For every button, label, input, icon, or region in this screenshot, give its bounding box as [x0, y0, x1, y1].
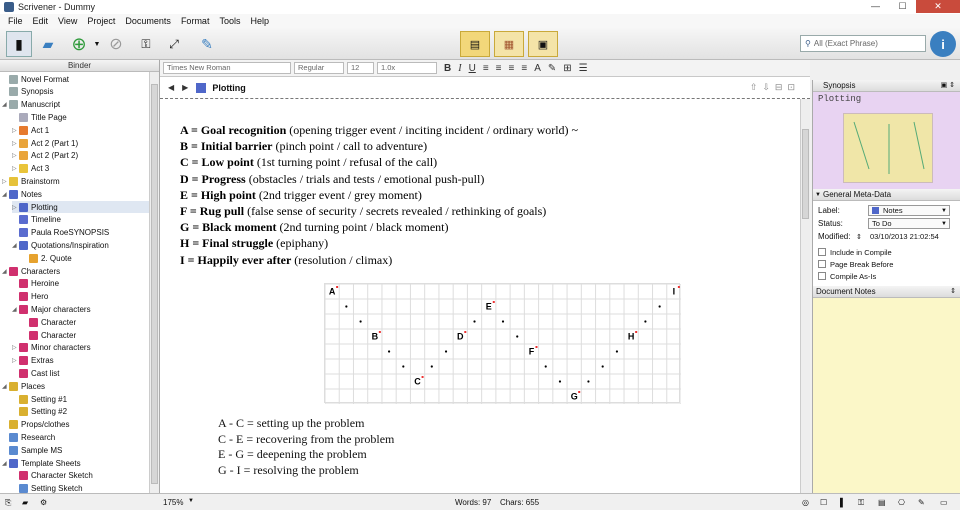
plot-dot: [644, 320, 646, 322]
plot-point-marker: [493, 301, 495, 303]
settings-gear-icon[interactable]: ⚙: [40, 498, 48, 507]
plot-dot: [559, 380, 561, 382]
document-icon: [19, 407, 28, 416]
font-style-select[interactable]: Regular: [294, 62, 344, 74]
folder-icon: [19, 356, 28, 365]
binder-item-label: Synopsis: [21, 87, 54, 97]
binder-item[interactable]: [12, 137, 149, 149]
binder-item-label: Character: [41, 317, 77, 327]
plot-line: [180, 252, 780, 268]
binder-item-label: Research: [21, 432, 56, 442]
document-folder-icon: [196, 83, 206, 93]
document-icon: [9, 446, 18, 455]
collapse-arrow-icon[interactable]: ▷: [12, 204, 17, 211]
document-icon: [9, 87, 18, 96]
checkbox-label: Page Break Before: [830, 259, 894, 269]
notes-tab-icon[interactable]: ☐: [820, 498, 828, 507]
zoom-level[interactable]: 175%: [163, 498, 184, 507]
binder-item[interactable]: [2, 380, 149, 392]
plot-key: F = Rug pull: [180, 204, 245, 219]
plot-key: E = High point: [180, 187, 256, 202]
document-icon: [19, 369, 28, 378]
research-icon: [9, 433, 18, 442]
plot-point-label: D: [457, 331, 464, 342]
synopsis-toggle-icon[interactable]: ▣ ⇕: [940, 82, 955, 89]
plot-description: (2nd trigger event / grey moment): [255, 187, 422, 202]
binder-item[interactable]: [12, 111, 149, 123]
binder-item-label: Hero: [31, 292, 49, 302]
plot-diagram: [324, 283, 680, 403]
plot-line: [180, 187, 780, 203]
expand-arrow-icon[interactable]: ◢: [12, 306, 17, 313]
modified-sort-icon[interactable]: ⇕: [856, 233, 862, 241]
label-field-label: Label:: [818, 206, 840, 215]
binder-item[interactable]: [2, 188, 149, 200]
binder-item-label: Cast list: [31, 368, 60, 378]
expand-arrow-icon[interactable]: ◢: [2, 460, 7, 467]
binder-item-label: Plotting: [31, 202, 58, 212]
corkboard-view-icon[interactable]: ▦: [494, 31, 524, 57]
inspector-toggle-icon[interactable]: i: [930, 31, 956, 57]
plot-point-marker: [535, 346, 537, 348]
expand-arrow-icon[interactable]: ◢: [2, 191, 7, 198]
document-icon: [19, 228, 28, 237]
plot-dot: [545, 365, 547, 367]
binder-item-label: Novel Format: [21, 74, 70, 84]
plot-line: [180, 219, 780, 235]
document-icon: [19, 292, 28, 301]
binder-item-label: Setting #1: [31, 394, 68, 404]
plot-key: I = Happily ever after: [180, 252, 292, 267]
plot-point-marker: [678, 286, 680, 288]
summary-line: G - I = resolving the problem: [218, 462, 359, 477]
plot-point-label: I: [672, 286, 676, 297]
menu-file[interactable]: File: [8, 16, 23, 26]
binder-item[interactable]: [12, 227, 149, 239]
menu-documents[interactable]: Documents: [125, 16, 171, 26]
binder-item-label: Setting #2: [31, 407, 68, 417]
binder-item-label: Character: [41, 330, 77, 340]
meta-data-header: ▼ General Meta-Data: [813, 189, 960, 201]
inspector-top-gap: [812, 60, 960, 80]
plot-description: (pinch point / call to adventure): [272, 139, 428, 154]
format-bar: [160, 60, 810, 77]
plot-point-label: B: [371, 331, 379, 342]
document-icon: [19, 113, 28, 122]
status-select[interactable]: [868, 218, 950, 229]
checkbox-label: Compile As-Is: [830, 271, 877, 281]
bold-icon[interactable]: B: [444, 62, 452, 74]
plot-dot: [473, 320, 475, 322]
binder-item-label: Brainstorm: [21, 176, 60, 186]
modified-value: 03/10/2013 21:02:54: [870, 232, 939, 241]
binder-item-label: Props/clothes: [21, 420, 70, 430]
plot-description: (obstacles / trials and tests / emotional push-pull): [245, 171, 485, 186]
plot-line: [180, 235, 780, 251]
title-bar: [0, 0, 960, 14]
collapse-arrow-icon[interactable]: ▷: [12, 166, 17, 173]
add-folder-icon[interactable]: ▰: [22, 498, 29, 507]
plot-dot: [659, 305, 661, 307]
collapse-arrow-icon[interactable]: ▷: [12, 153, 17, 160]
back-icon[interactable]: ◀: [168, 83, 175, 92]
binder-item[interactable]: [2, 457, 149, 469]
window-title: Scrivener - Dummy: [18, 2, 96, 12]
word-count: Words: 97: [455, 498, 492, 507]
doc-stack-icon: [9, 75, 18, 84]
references-tab-icon[interactable]: ▌: [840, 498, 846, 507]
document-title: Plotting: [212, 82, 246, 93]
custom-meta-tab-icon[interactable]: ▤: [878, 498, 886, 507]
add-icon[interactable]: ⊕: [71, 33, 87, 54]
expand-arrow-icon[interactable]: ◢: [2, 102, 7, 109]
editor-scrollbar[interactable]: [800, 99, 810, 493]
binder-item[interactable]: [2, 431, 149, 443]
editor-scroll-thumb[interactable]: [802, 129, 809, 219]
binder-item-label: Character Sketch: [31, 471, 93, 481]
folder-icon: [9, 382, 18, 391]
binder-item-label: Template Sheets: [21, 458, 81, 468]
align-left-icon[interactable]: ≡: [482, 62, 489, 74]
table-icon[interactable]: ⊞: [563, 62, 572, 74]
label-color-swatch: [872, 207, 879, 214]
collapse-arrow-icon[interactable]: ▷: [12, 140, 17, 147]
binder-item[interactable]: [22, 252, 149, 264]
app-icon: [4, 2, 14, 12]
plot-dot: [388, 350, 390, 352]
binder-item-label: Characters: [21, 266, 61, 276]
plot-key: A = Goal recognition: [180, 123, 287, 137]
binder-item-label: Places: [21, 381, 46, 391]
summary-text[interactable]: [218, 416, 394, 478]
document-icon: [19, 279, 28, 288]
forward-icon[interactable]: ▶: [182, 83, 189, 92]
document-icon: [29, 331, 38, 340]
menu-tools[interactable]: Tools: [219, 16, 241, 26]
compile-checkbox[interactable]: [813, 246, 960, 258]
italic-icon[interactable]: I: [458, 62, 462, 74]
plot-line: [180, 154, 780, 170]
folder-icon: [19, 151, 28, 160]
summary-line: C - E = recovering from the problem: [218, 431, 395, 446]
binder-item[interactable]: [2, 175, 149, 187]
trash-icon[interactable]: ⊘: [109, 36, 123, 53]
folder-icon: [19, 343, 28, 352]
binder-item[interactable]: [12, 291, 149, 303]
synopsis-image: [843, 113, 933, 183]
collapse-arrow-icon[interactable]: ▷: [2, 178, 7, 185]
plot-description: (epiphany): [273, 236, 329, 251]
menu-format[interactable]: Format: [180, 16, 210, 26]
folder-icon: [19, 164, 28, 173]
outliner-view-icon[interactable]: ▣: [528, 31, 558, 57]
folder-icon: [9, 190, 18, 199]
maximize-button[interactable]: ☐: [898, 1, 907, 11]
status-bar: [0, 493, 960, 510]
inspector-panel: [812, 80, 960, 493]
collections-icon[interactable]: ▰: [42, 35, 54, 52]
document-notes-header: [813, 286, 960, 298]
menu-project[interactable]: Project: [87, 16, 116, 26]
plot-line: [180, 203, 780, 219]
expand-arrow-icon[interactable]: ◢: [2, 268, 7, 275]
binder-item[interactable]: [12, 406, 149, 418]
binder-item[interactable]: [12, 470, 149, 482]
checkbox-box[interactable]: [818, 272, 826, 280]
folder-icon: [9, 177, 18, 186]
add-document-icon[interactable]: ⎘: [5, 498, 12, 507]
underline-icon[interactable]: U: [468, 62, 476, 74]
plot-point-marker: [336, 286, 338, 288]
binder-toggle-icon[interactable]: ▮: [6, 31, 32, 57]
synopsis-header-label: Synopsis: [823, 81, 856, 90]
folder-icon: [19, 139, 28, 148]
line-spacing-select[interactable]: 1.0x: [377, 62, 437, 74]
binder-item-label: Major characters: [31, 304, 91, 314]
binder-item-label: Act 2 (Part 2): [31, 151, 79, 161]
document-text[interactable]: [180, 122, 780, 268]
comments-tab-icon[interactable]: ✎: [918, 498, 925, 507]
minimize-button[interactable]: —: [871, 1, 880, 11]
keywords-icon[interactable]: ⚿: [141, 36, 151, 51]
folder-icon: [19, 241, 28, 250]
binder-panel: [0, 60, 160, 493]
expand-arrow-icon[interactable]: ◢: [12, 242, 17, 249]
document-icon: [19, 215, 28, 224]
menu-edit[interactable]: Edit: [32, 16, 49, 26]
synopsis-image-area: [813, 107, 960, 189]
plot-point-label: F: [528, 346, 535, 357]
char-count: Chars: 655: [500, 498, 540, 507]
editor-header-bar: [160, 77, 810, 99]
text-color-icon[interactable]: A: [534, 62, 541, 74]
binder-item-label: Extras: [31, 356, 54, 366]
binder-item[interactable]: [12, 163, 149, 175]
plot-key: C = Low point: [180, 155, 254, 170]
plot-dot: [516, 335, 518, 337]
document-icon: [19, 484, 28, 493]
menu-help[interactable]: Help: [250, 16, 269, 26]
document-icon: [19, 395, 28, 404]
compile-icon[interactable]: ✎: [201, 35, 213, 52]
binder-scrollbar[interactable]: [149, 72, 159, 493]
notes-toggle-icon[interactable]: ⇕: [950, 288, 956, 295]
plot-line: [180, 138, 780, 154]
checkbox-box[interactable]: [818, 248, 826, 256]
plot-dot: [431, 365, 433, 367]
binder-item[interactable]: [12, 124, 149, 136]
plot-dot: [587, 380, 589, 382]
binder-item[interactable]: [12, 214, 149, 226]
binder-item-label: Paula RoeSYNOPSIS: [31, 228, 110, 238]
folder-icon: [19, 126, 28, 135]
compile-checkbox[interactable]: [813, 258, 960, 270]
binder-item-label: Notes: [21, 189, 42, 199]
justify-icon[interactable]: ≡: [521, 62, 528, 74]
binder-item-label: Act 2 (Part 1): [31, 138, 79, 148]
binder-item[interactable]: [12, 393, 149, 405]
align-right-icon[interactable]: ≡: [508, 62, 515, 74]
search-icon: ⚲: [805, 39, 811, 48]
plot-point-label: H: [627, 331, 635, 342]
folder-icon: [9, 459, 18, 468]
compile-checkbox[interactable]: [813, 270, 960, 282]
binder-item-label: Title Page: [31, 112, 67, 122]
binder-item[interactable]: [2, 73, 149, 85]
binder-scroll-thumb[interactable]: [151, 84, 158, 484]
plot-dot: [402, 365, 404, 367]
menu-bar: [0, 14, 960, 28]
meta-data-header-label: General Meta-Data: [823, 190, 892, 199]
font-family-select[interactable]: Times New Roman: [163, 62, 291, 74]
label-value: Notes: [883, 206, 903, 215]
plot-point-label: G: [570, 391, 578, 402]
binder-item-label: Act 1: [31, 125, 50, 135]
font-size-select[interactable]: 12: [347, 62, 374, 74]
plot-line: [180, 171, 780, 187]
binder-item[interactable]: [12, 355, 149, 367]
chevron-down-icon: ▼: [941, 220, 947, 227]
binder-item-label: Setting Sketch: [31, 484, 83, 494]
binder-item[interactable]: [2, 265, 149, 277]
lock-icon[interactable]: ▭: [940, 498, 948, 507]
synopsis-header: [813, 80, 960, 92]
binder-header: Binder: [0, 60, 159, 72]
binder-item-label: 2. Quote: [41, 253, 72, 263]
plot-dot: [445, 350, 447, 352]
align-center-icon[interactable]: ≡: [495, 62, 502, 74]
status-field-label: Status:: [818, 219, 843, 228]
folder-icon: [19, 305, 28, 314]
folder-icon: [9, 420, 18, 429]
collapse-arrow-icon[interactable]: ▷: [12, 358, 17, 365]
plot-dot: [616, 350, 618, 352]
binder-item[interactable]: [12, 201, 149, 213]
binder-item[interactable]: [2, 99, 149, 111]
plot-description: (false sense of security / secrets revealed / rethinking of goals): [244, 204, 547, 219]
binder-item[interactable]: [2, 86, 149, 98]
plot-dot: [602, 365, 604, 367]
binder-item[interactable]: [12, 150, 149, 162]
expand-arrow-icon[interactable]: ◢: [2, 383, 7, 390]
binder-item[interactable]: [2, 444, 149, 456]
keywords-tab-icon[interactable]: ⚿: [858, 498, 865, 507]
plot-dot: [345, 305, 347, 307]
plot-point-marker: [578, 391, 580, 393]
summary-line: A - C = setting up the problem: [218, 416, 365, 430]
menu-view[interactable]: View: [58, 16, 78, 26]
binder-item-label: Sample MS: [21, 445, 63, 455]
plot-key: B = Initial barrier: [180, 139, 273, 154]
plot-description: (1st turning point / refusal of the call): [253, 155, 438, 170]
plot-key: H = Final struggle: [180, 236, 274, 251]
collapse-arrow-icon[interactable]: ▷: [12, 345, 17, 352]
status-value: To Do: [872, 219, 892, 228]
binder-item[interactable]: [22, 316, 149, 328]
binder-item[interactable]: [12, 239, 149, 251]
binder-item-label: Quotations/Inspiration: [31, 240, 109, 250]
scrivenings-view-icon[interactable]: ▤: [460, 31, 490, 57]
plot-point-label: C: [414, 376, 421, 387]
folder-icon: [19, 203, 28, 212]
zoom-dropdown-icon[interactable]: ▼: [188, 498, 194, 504]
plot-point-label: E: [485, 301, 492, 312]
plot-point-marker: [635, 331, 637, 333]
binder-item[interactable]: [12, 303, 149, 315]
binder-item-label: Manuscript: [21, 100, 61, 110]
label-select[interactable]: [868, 205, 950, 216]
target-icon[interactable]: ◎: [802, 498, 809, 507]
editor-pane: [160, 60, 810, 493]
binder-item-label: Minor characters: [31, 343, 91, 353]
binder-item[interactable]: [12, 367, 149, 379]
plot-point-marker: [379, 331, 381, 333]
plot-point-marker: [464, 331, 466, 333]
summary-line: E - G = deepening the problem: [218, 447, 367, 461]
document-icon: [29, 254, 38, 263]
search-input[interactable]: [800, 35, 926, 52]
folder-icon: [9, 267, 18, 276]
document-icon: [19, 471, 28, 480]
full-screen-icon[interactable]: ⤢: [169, 36, 179, 51]
plot-description: (resolution / climax): [291, 252, 393, 267]
modified-label: Modified:: [818, 232, 851, 241]
document-notes-label: Document Notes: [816, 287, 876, 296]
plot-key: G = Black moment: [180, 220, 277, 235]
binder-item-label: Act 3: [31, 164, 50, 174]
binder-item-label: Heroine: [31, 279, 60, 289]
binder-item[interactable]: [2, 419, 149, 431]
plot-description: (opening trigger event / inciting incident / ordinary world) ~: [286, 123, 579, 137]
collapse-arrow-icon[interactable]: ▷: [12, 127, 17, 134]
document-icon: [29, 318, 38, 327]
checkbox-box[interactable]: [818, 260, 826, 268]
chevron-down-icon: ▼: [941, 207, 947, 214]
list-icon[interactable]: ☰: [578, 62, 588, 74]
document-notes-area[interactable]: [813, 298, 960, 493]
binder-item[interactable]: [12, 278, 149, 290]
plot-key: D = Progress: [180, 171, 246, 186]
search-placeholder: All (Exact Phrase): [813, 39, 878, 48]
plot-description: (2nd turning point / black moment): [276, 220, 449, 235]
plot-line: [180, 122, 780, 138]
highlight-icon[interactable]: ✎: [547, 62, 557, 74]
binder-item[interactable]: [22, 329, 149, 341]
plot-dot: [502, 320, 504, 322]
synopsis-title[interactable]: Plotting: [813, 92, 960, 107]
checkbox-label: Include in Compile: [830, 247, 892, 257]
snapshots-tab-icon[interactable]: ⎔: [898, 498, 905, 507]
add-dropdown-icon[interactable]: ▼: [93, 40, 101, 48]
plot-point-label: A: [328, 286, 336, 297]
manuscript-icon: [9, 100, 18, 109]
plot-dot: [360, 320, 362, 322]
close-button[interactable]: ✕: [916, 0, 960, 13]
binder-item-label: Timeline: [31, 215, 61, 225]
plot-point-marker: [422, 376, 424, 378]
header-controls-icon[interactable]: ⇧⇩⊟⊡: [749, 82, 800, 92]
binder-item[interactable]: [12, 342, 149, 354]
